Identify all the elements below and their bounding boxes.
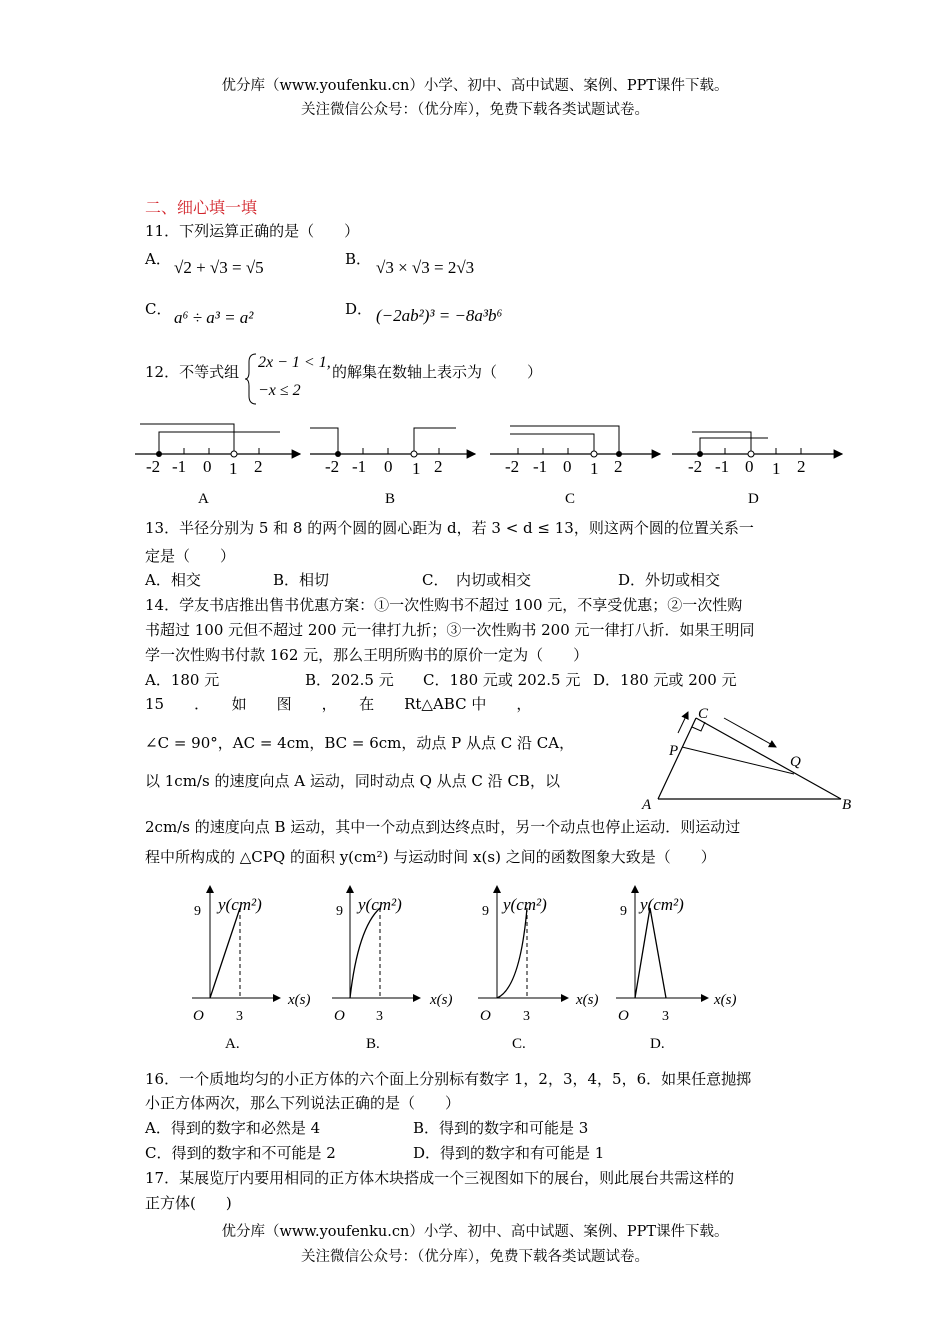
q12-d-tick-4: 1 (772, 459, 781, 478)
q15-d-label: D. (650, 1036, 665, 1052)
q15-line-5: 程中所构成的 △CPQ 的面积 y(cm²) 与运动时间 x(s) 之间的函数图象大致是（ ） (145, 848, 716, 866)
q13-line-2: 定是（ ） (145, 547, 236, 565)
q11-c-expr: a⁶ ÷ a³ = a² (174, 308, 254, 327)
q16-option-b[interactable]: B．得到的数字和可能是 3 (413, 1119, 589, 1137)
q12-c-label: C (565, 491, 576, 507)
q15-fig-label-a: A (642, 797, 652, 813)
q15-d-x-tick: 3 (662, 1009, 669, 1024)
q15-a-x-label: x(s) (288, 992, 311, 1008)
q14-option-b[interactable]: B．202.5 元 (305, 671, 394, 689)
q15-a-origin: O (193, 1008, 204, 1024)
q12-number-lines (0, 410, 950, 510)
q12-a-tick-2: -1 (172, 457, 187, 476)
q12-a-tick-3: 0 (203, 457, 212, 476)
q15-fig-label-q: Q (790, 754, 801, 770)
q12-option-b-line[interactable] (310, 428, 475, 507)
q15-b-label: B. (366, 1036, 380, 1052)
q12-b-tick-3: 0 (384, 457, 393, 476)
q12-d-tick-1: -2 (688, 457, 703, 476)
section-title: 二、细心填一填 (145, 198, 258, 217)
q11-b-label: B． (345, 250, 372, 268)
q15-b-origin: O (334, 1008, 345, 1024)
q12-b-tick-5: 2 (434, 457, 443, 476)
q14-option-c[interactable]: C．180 元或 202.5 元 (423, 671, 581, 689)
header-line-1: 优分库（www.youfenku.cn）小学、初中、高中试题、案例、PPT课件下载。 (221, 78, 729, 94)
q16-option-c[interactable]: C．得到的数字和不可能是 2 (145, 1144, 336, 1162)
q12-c-tick-1: -2 (505, 457, 520, 476)
q12-d-label: D (748, 491, 759, 507)
q13-line-1: 13．半径分别为 5 和 8 的两个圆的圆心距为 d，若 3 < d ≤ 13，则这两个圆的位置关系一 (145, 519, 754, 537)
q12-stem-pre: 12．不等式组 (145, 363, 240, 381)
q15-b-y-label: y(cm²) (358, 895, 402, 914)
q12-option-d-line[interactable] (672, 432, 842, 507)
q11-c-label: C． (145, 300, 172, 318)
q15-a-x-tick: 3 (236, 1009, 243, 1024)
q15-d-y-label: y(cm²) (640, 895, 684, 914)
q15-c-label: C. (512, 1036, 526, 1052)
q15-graph-d[interactable] (616, 886, 737, 1052)
footer-line-2: 关注微信公众号：（优分库），免费下载各类试题试卷。 (301, 1249, 649, 1265)
q12-d-tick-3: 0 (745, 457, 754, 476)
q12-b-tick-4: 1 (412, 459, 421, 478)
q15-fig-label-b: B (842, 797, 852, 813)
q12-b-label: B (385, 491, 396, 507)
q12-c-tick-5: 2 (614, 457, 623, 476)
q12-a-tick-4: 1 (229, 459, 238, 478)
q12-c-tick-3: 0 (563, 457, 572, 476)
q12-d-tick-5: 2 (797, 457, 806, 476)
q15-d-origin: O (618, 1008, 629, 1024)
q15-c-origin: O (480, 1008, 491, 1024)
q13-option-d[interactable]: D．外切或相交 (618, 571, 721, 589)
q15-line-2: ∠C = 90°，AC = 4cm，BC = 6cm，动点 P 从点 C 沿 CA， (145, 734, 575, 752)
q11-d-expr: (−2ab²)³ = −8a³b⁶ (376, 306, 503, 325)
q12-d-tick-2: -1 (715, 457, 730, 476)
q14-line-3: 学一次性购书付款 162 元，那么王明所购书的原价一定为（ ） (145, 646, 589, 664)
q15-graphs (180, 878, 780, 1056)
q15-c-x-tick: 3 (523, 1009, 530, 1024)
q13-option-b[interactable]: B．相切 (273, 571, 330, 589)
footer-line-1: 优分库（www.youfenku.cn）小学、初中、高中试题、案例、PPT课件下载。 (221, 1224, 729, 1240)
q15-fig-label-c: C (698, 706, 709, 722)
q15-d-x-label: x(s) (714, 992, 737, 1008)
q15-c-y-label: y(cm²) (503, 895, 547, 914)
q11-a-label: A． (145, 250, 171, 268)
q12-a-tick-1: -2 (146, 457, 161, 476)
q12-c-tick-4: 1 (590, 459, 599, 478)
q11-b-expr: √3 × √3 = 2√3 (376, 258, 475, 277)
q17-line-2: 正方体( ) (145, 1194, 232, 1212)
q11-stem: 11．下列运算正确的是（ ） (145, 222, 360, 240)
q13-option-a[interactable]: A．相交 (145, 571, 201, 589)
q15-line-4: 2cm/s 的速度向点 B 运动，其中一个动点到达终点时，另一个动点也停止运动．则运动过 (145, 818, 741, 836)
q12-a-label: A (198, 491, 209, 507)
q15-a-y-tick: 9 (194, 904, 201, 919)
q12-c-tick-2: -1 (533, 457, 548, 476)
q12-b-tick-2: -1 (352, 457, 367, 476)
q12-ineq-1: 2x − 1 < 1, (258, 354, 331, 371)
q15-b-x-tick: 3 (376, 1009, 383, 1024)
q12-brace (244, 352, 258, 406)
q16-option-d[interactable]: D．得到的数字和有可能是 1 (413, 1144, 605, 1162)
q15-graph-c[interactable] (478, 886, 599, 1052)
q15-graph-a[interactable] (192, 886, 311, 1052)
q14-line-2: 书超过 100 元但不超过 200 元一律打九折；③一次性购书 200 元一律打八折．如果王明同 (145, 621, 755, 639)
q15-c-y-tick: 9 (482, 904, 489, 919)
q16-line-2: 小正方体两次，那么下列说法正确的是（ ） (145, 1094, 461, 1112)
q12-ineq-2: −x ≤ 2 (258, 382, 301, 399)
q15-b-x-label: x(s) (430, 992, 453, 1008)
q11-a-expr: √2 + √3 = √5 (174, 258, 264, 277)
q15-b-y-tick: 9 (336, 904, 343, 919)
q15-line-3: 以 1cm/s 的速度向点 A 运动，同时动点 Q 从点 C 沿 CB，以 (145, 772, 560, 790)
q11-d-label: D． (345, 300, 373, 318)
q12-option-a-line[interactable] (135, 424, 300, 507)
q15-d-y-tick: 9 (620, 904, 627, 919)
q12-option-c-line[interactable] (490, 426, 660, 507)
q15-a-label: A. (225, 1036, 240, 1052)
q15-c-x-label: x(s) (576, 992, 599, 1008)
q15-line-1: 15 ． 如 图 ， 在 Rt△ABC 中 ， (145, 695, 532, 713)
q12-b-tick-1: -2 (325, 457, 340, 476)
header-line-2: 关注微信公众号：（优分库），免费下载各类试题试卷。 (301, 102, 649, 118)
q16-option-a[interactable]: A．得到的数字和必然是 4 (145, 1119, 321, 1137)
q12-stem-post: 的解集在数轴上表示为（ ） (332, 363, 543, 381)
q15-graph-b[interactable] (332, 886, 453, 1052)
q16-line-1: 16．一个质地均匀的小正方体的六个面上分别标有数字 1，2，3，4，5，6．如果任意抛掷 (145, 1070, 752, 1088)
q14-line-1: 14．学友书店推出售书优惠方案：①一次性购书不超过 100 元，不享受优惠；②一次性购 (145, 596, 743, 614)
q14-option-d[interactable]: D．180 元或 200 元 (593, 671, 737, 689)
q14-option-a[interactable]: A．180 元 (145, 671, 220, 689)
q17-line-1: 17．某展览厅内要用相同的正方体木块搭成一个三视图如下的展台，则此展台共需这样的 (145, 1169, 735, 1187)
q12-a-tick-5: 2 (254, 457, 263, 476)
q15-fig-label-p: P (669, 743, 679, 759)
q13-option-c[interactable]: C． 内切或相交 (422, 571, 531, 589)
q15-triangle-figure (636, 702, 866, 814)
q15-a-y-label: y(cm²) (218, 895, 262, 914)
